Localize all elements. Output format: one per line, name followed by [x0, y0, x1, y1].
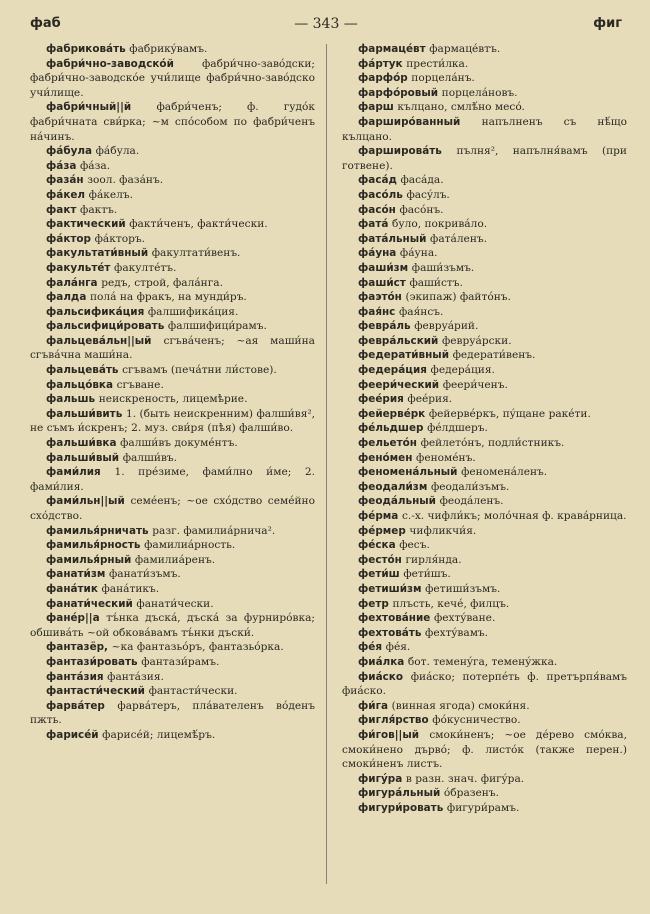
dictionary-entry: [30, 276, 315, 291]
dictionary-entry: [30, 655, 315, 670]
entry-translation: фáза.: [80, 159, 111, 172]
entry-headword: фиáско: [358, 670, 403, 683]
entry-translation: фóкусничество.: [432, 714, 521, 727]
entry-translation: фейервéркъ, пýщане ракéти.: [428, 407, 591, 420]
entry-headword: фасóль: [358, 188, 403, 201]
entry-translation: сгъвáченъ; ~ая маши́на сгъвáчна маши́на.: [30, 334, 315, 362]
entry-translation: семéенъ; ~ое схóдство семéйно схóдство.: [30, 495, 315, 522]
dictionary-entry: [30, 670, 315, 685]
dictionary-entry: [342, 363, 627, 378]
entry-translation: фехтýвамъ.: [425, 626, 489, 639]
entry-translation: смоки́ненъ; ~ое дéрево смóква, смоки́нено дървó; ф. листóк (также перен.) смоки́ненъ листъ.: [342, 728, 627, 771]
entry-translation: фейлетóнъ, подли́стникъ.: [420, 437, 565, 450]
entry-headword: фантáзия: [46, 670, 104, 683]
dictionary-entry: [342, 611, 627, 626]
entry-headword: фéльдшер: [358, 422, 424, 435]
entry-translation: факултати́венъ.: [151, 247, 241, 260]
entry-translation: 1. (быть неискренним) фалши́вя², не съмъ и́скренъ; 2. муз. сви́ря (пѣя) фалши́во.: [30, 407, 315, 435]
entry-headword: фарфóровый: [358, 86, 439, 99]
entry-translation: фабри́чно-заво́дски; фабри́чно-заводскóе учи́лище фабри́чно-заво́дско учи́лище.: [30, 57, 315, 99]
dictionary-entry: [342, 319, 627, 334]
entry-headword: феери́ческий: [358, 378, 440, 391]
dictionary-entry: [30, 305, 315, 320]
entry-headword: фабри́чно-заводскóй: [46, 57, 174, 70]
dictionary-entry: [30, 290, 315, 305]
entry-translation: феноменáленъ.: [461, 466, 548, 479]
entry-headword: фетиши́зм: [358, 582, 422, 595]
dictionary-entry: [342, 421, 627, 436]
entry-translation: фети́шъ.: [403, 568, 451, 581]
entry-headword: факультéт: [46, 261, 111, 274]
entry-headword: феврáль: [358, 320, 411, 333]
entry-translation: фáкелъ.: [88, 188, 133, 201]
dictionary-entry: [30, 217, 315, 232]
dictionary-entry: [342, 261, 627, 276]
entry-headword: фарвáтер: [46, 699, 105, 712]
entry-headword: фáуна: [358, 247, 397, 260]
dictionary-entry: [30, 524, 315, 539]
entry-headword: фигля́рство: [358, 714, 429, 727]
dictionary-entry: [342, 699, 627, 714]
entry-headword: фетр: [358, 597, 389, 610]
entry-headword: фармацéвт: [358, 43, 426, 55]
entry-translation: фамилиáрность.: [144, 539, 236, 552]
entry-translation: феномéнъ.: [416, 451, 476, 464]
dictionary-entry: [30, 699, 315, 728]
dictionary-entry: [342, 232, 627, 247]
entry-translation: фантази́рамъ.: [141, 655, 220, 668]
entry-headword: фехтовáние: [358, 612, 431, 625]
dictionary-entry: [30, 203, 315, 218]
entry-translation: фалши́въ.: [122, 451, 178, 464]
entry-translation: фаши́стъ.: [409, 276, 463, 289]
entry-translation: фасýлъ.: [406, 188, 450, 201]
entry-headword: феодáльный: [358, 495, 436, 508]
entry-translation: феодали́зъмъ.: [430, 480, 510, 493]
entry-translation: неискреность, лицемѣрие.: [98, 393, 248, 406]
entry-headword: фи́га: [358, 699, 389, 712]
dictionary-entry: [30, 378, 315, 393]
dictionary-entry: [342, 597, 627, 612]
entry-translation: фамилиáренъ.: [134, 553, 216, 566]
entry-translation: федерати́венъ.: [452, 349, 536, 362]
entry-translation: фáкторъ.: [94, 232, 145, 245]
entry-translation: (экипаж) файтóнъ.: [405, 291, 511, 304]
dictionary-entry: [342, 480, 627, 495]
dictionary-entry: [30, 261, 315, 276]
column-divider: [326, 44, 327, 884]
dictionary-entry: [342, 728, 627, 772]
entry-translation: фаши́зъмъ.: [411, 261, 475, 274]
dictionary-entry: [30, 100, 315, 144]
dictionary-entry: [342, 115, 627, 144]
entry-translation: фалши́въ докумéнтъ.: [120, 437, 238, 450]
entry-headword: фаши́зм: [358, 261, 409, 274]
dictionary-entry: [342, 392, 627, 407]
dictionary-entry: [30, 582, 315, 597]
entry-headword: фáза: [46, 159, 77, 172]
dictionary-entry: [30, 407, 315, 436]
entry-translation: феодáленъ.: [439, 495, 504, 508]
entry-headword: фая́нс: [358, 305, 396, 318]
dictionary-entry: [30, 611, 315, 640]
dictionary-entry: [342, 217, 627, 232]
dictionary-entry: [342, 334, 627, 349]
entry-headword: фазáн: [46, 174, 84, 187]
dictionary-entry: [30, 684, 315, 699]
entry-headword: фéрма: [358, 510, 399, 522]
entry-headword: фамилья́рность: [46, 539, 141, 552]
entry-headword: фальши́вить: [46, 407, 123, 420]
entry-translation: фантáзия.: [107, 670, 164, 683]
entry-translation: факти́ченъ, факти́чески.: [129, 218, 268, 231]
dictionary-entry: [30, 465, 315, 494]
dictionary-entry: [342, 71, 627, 86]
entry-headword: фестóн: [358, 553, 402, 566]
entry-headword: фéска: [358, 539, 396, 552]
dictionary-entry: [342, 655, 627, 670]
dictionary-entry: [342, 713, 627, 728]
entry-headword: фасóн: [358, 203, 396, 216]
page-header: [30, 14, 622, 36]
dictionary-entry: [342, 801, 627, 816]
dictionary-entry: [342, 436, 627, 451]
entry-headword: фатáльный: [358, 232, 427, 245]
entry-headword: фарш: [358, 101, 394, 114]
entry-translation: разг. фамилиáрнича².: [152, 524, 276, 537]
dictionary-entry: [342, 203, 627, 218]
entry-headword: феодали́зм: [358, 480, 428, 493]
entry-translation: фáбула.: [95, 145, 140, 158]
dictionary-entry: [342, 290, 627, 305]
entry-headword: фáкел: [46, 188, 86, 201]
dictionary-entry: [342, 786, 627, 801]
entry-headword: фельетóн: [358, 437, 417, 450]
entry-translation: порцелáновъ.: [441, 86, 518, 99]
entry-headword: фамилья́рный: [46, 553, 132, 566]
entry-translation: чифликчи́я.: [409, 524, 477, 537]
header-left-guide-word: фаб: [30, 16, 61, 31]
entry-translation: фанати́чески.: [136, 597, 214, 610]
dictionary-entry: [30, 436, 315, 451]
dictionary-entry: [342, 378, 627, 393]
entry-translation: редъ, строй, фалáнга.: [101, 276, 223, 289]
entry-headword: фигýра: [358, 772, 403, 785]
dictionary-entry: [342, 772, 627, 787]
entry-translation: фетиши́зъмъ.: [425, 582, 501, 595]
dictionary-entry: [342, 553, 627, 568]
entry-headword: фабри́чный||й: [46, 101, 132, 114]
dictionary-entry: [342, 567, 627, 582]
entry-translation: сгъвамъ (печáтни ли́стове).: [122, 364, 277, 377]
dictionary-entry: [30, 451, 315, 466]
entry-translation: сгъване.: [116, 378, 164, 391]
entry-headword: фальши́вка: [46, 437, 117, 450]
entry-headword: фами́льн||ый: [46, 495, 125, 508]
entry-headword: фальцевáльн||ый: [46, 334, 152, 347]
entry-headword: фантазёр,: [46, 641, 109, 654]
dictionary-entry: [342, 276, 627, 291]
entry-headword: фанáтик: [46, 582, 98, 595]
dictionary-entry: [30, 42, 315, 57]
entry-headword: федерáция: [358, 364, 427, 377]
entry-translation: плъсть, кечé, филцъ.: [392, 597, 510, 610]
dictionary-entry: [342, 451, 627, 466]
dictionary-entry: [342, 582, 627, 597]
entry-headword: фарфóр: [358, 72, 408, 85]
entry-headword: фигури́ровать: [358, 801, 444, 814]
left-column: [30, 42, 315, 743]
dictionary-entry: [30, 494, 315, 523]
right-column: [342, 42, 627, 815]
entry-translation: фатáленъ.: [430, 232, 487, 245]
entry-translation: факултéтъ.: [114, 261, 177, 274]
entry-translation: полá на фракъ, на мунди́ръ.: [89, 291, 247, 304]
dictionary-entry: [342, 246, 627, 261]
entry-translation: с.-х. чифли́къ; молóчная ф. кравáрница.: [401, 510, 627, 522]
entry-translation: фесъ.: [399, 539, 430, 552]
entry-translation: февруáрски.: [441, 334, 512, 347]
entry-headword: фактический: [46, 218, 126, 231]
entry-translation: прести́лка.: [406, 57, 469, 70]
entry-translation: феери́ченъ.: [442, 378, 508, 391]
entry-headword: фасáд: [358, 174, 397, 187]
entry-translation: фабри́ченъ; ф. гудóк фабри́чната сви́рка; ~м спóсобом по фабри́ченъ на́чинъ.: [30, 101, 316, 143]
entry-headword: факт: [46, 203, 77, 216]
entry-headword: фальсифика́ция: [46, 305, 145, 318]
entry-translation: фасóнъ.: [399, 203, 444, 216]
entry-headword: феéрия: [358, 393, 404, 406]
dictionary-entry: [342, 86, 627, 101]
entry-headword: фанати́зм: [46, 568, 106, 581]
dictionary-entry: [30, 728, 315, 743]
entry-translation: кълцано, смлѣ́но месó.: [397, 101, 525, 114]
dictionary-entry: [30, 159, 315, 174]
entry-headword: фиáлка: [358, 655, 405, 668]
entry-headword: факультати́вный: [46, 247, 149, 260]
dictionary-entry: [30, 538, 315, 553]
entry-headword: фальсифици́ровать: [46, 320, 165, 333]
entry-translation: напълненъ съ нѣ́що кълцано.: [342, 115, 627, 143]
dictionary-entry: [342, 626, 627, 641]
dictionary-entry: [30, 319, 315, 334]
dictionary-entry: [30, 640, 315, 655]
entry-headword: фехтовáть: [358, 626, 422, 639]
dictionary-entry: [30, 144, 315, 159]
dictionary-entry: [342, 407, 627, 422]
dictionary-entry: [30, 246, 315, 261]
entry-headword: фанéр||а: [46, 612, 100, 625]
entry-translation: федерáция.: [430, 364, 495, 377]
entry-headword: фальцевáть: [46, 364, 119, 377]
entry-headword: фейервéрк: [358, 407, 426, 420]
entry-headword: фéя: [358, 641, 383, 654]
dictionary-entry: [342, 494, 627, 509]
entry-translation: 1. прéзиме, фами́лно и́ме; 2. фами́лия.: [30, 466, 315, 493]
header-right-guide-word: фиг: [593, 16, 622, 31]
dictionary-entry: [342, 348, 627, 363]
page-number: — 343 —: [294, 16, 358, 32]
dictionary-entry: [30, 567, 315, 582]
entry-headword: фаши́ст: [358, 276, 406, 289]
entry-headword: фаэтóн: [358, 291, 402, 304]
entry-headword: фалáнга: [46, 276, 98, 289]
dictionary-entry: [342, 538, 627, 553]
entry-headword: фабриковáть: [46, 43, 126, 55]
entry-headword: феноменáльный: [358, 466, 458, 479]
dictionary-entry: [30, 57, 315, 101]
entry-translation: пълня², напълня́вамъ (при готвене).: [342, 145, 627, 172]
entry-translation: фармацéвтъ.: [429, 43, 501, 55]
entry-headword: фатá: [358, 218, 389, 231]
entry-translation: фигури́рамъ.: [446, 801, 520, 814]
entry-headword: фéрмер: [358, 524, 406, 537]
dictionary-entry: [342, 640, 627, 655]
entry-translation: фактъ.: [80, 203, 118, 216]
entry-headword: фи́гов||ый: [358, 728, 419, 741]
entry-headword: фенóмен: [358, 451, 413, 464]
entry-headword: фаршировáть: [358, 145, 442, 158]
entry-headword: фамилья́рничать: [46, 524, 149, 537]
entry-translation: фабрикýвамъ.: [129, 43, 208, 55]
dictionary-entry: [30, 363, 315, 378]
dictionary-entry: [30, 597, 315, 612]
dictionary-entry: [342, 173, 627, 188]
dictionary-entry: [342, 57, 627, 72]
entry-translation: фанати́зъмъ.: [108, 568, 181, 581]
entry-translation: (винная ягода) смоки́ня.: [391, 699, 530, 712]
entry-translation: бот. теменýга, теменýжка.: [407, 655, 558, 668]
dictionary-entry: [342, 305, 627, 320]
entry-translation: ~ка фантазьóръ, фантазьóрка.: [111, 641, 284, 654]
entry-translation: фéя.: [385, 641, 411, 654]
dictionary-entry: [30, 173, 315, 188]
dictionary-entry: [30, 553, 315, 568]
entry-translation: фантасти́чески.: [148, 685, 238, 698]
entry-headword: фальши́вый: [46, 451, 120, 464]
entry-translation: гирля́нда.: [405, 553, 462, 566]
entry-headword: фанати́ческий: [46, 597, 133, 610]
entry-headword: фáбула: [46, 145, 92, 158]
entry-translation: було, покривáло.: [391, 218, 488, 231]
dictionary-entry: [30, 334, 315, 363]
entry-headword: фигурáльный: [358, 787, 441, 800]
entry-headword: фантази́ровать: [46, 655, 138, 668]
dictionary-entry: [30, 392, 315, 407]
entry-translation: порцелáнъ.: [411, 72, 475, 85]
entry-headword: фарисéй: [46, 728, 99, 741]
entry-translation: óбразенъ.: [443, 787, 499, 800]
entry-translation: фая́нсъ.: [398, 305, 444, 318]
dictionary-entry: [342, 524, 627, 539]
entry-translation: февруáрий.: [414, 320, 479, 333]
entry-translation: фéлдшеръ.: [427, 422, 488, 435]
entry-headword: фáртук: [358, 57, 403, 70]
entry-headword: фальшь: [46, 393, 96, 406]
entry-headword: фалда: [46, 291, 87, 304]
entry-translation: фасáда.: [400, 174, 444, 187]
dictionary-entry: [342, 100, 627, 115]
dictionary-entry: [342, 509, 627, 524]
entry-translation: тъ́нка дъскá, дъскá за фурниро́вка; обшивáть ~ой обковáвамъ тъ́нки дъски́.: [30, 612, 315, 639]
entry-translation: фáуна.: [399, 247, 438, 260]
dictionary-entry: [342, 42, 627, 57]
entry-headword: фети́ш: [358, 568, 400, 581]
dictionary-entry: [342, 144, 627, 173]
entry-translation: зоол. фазáнъ.: [87, 174, 164, 187]
dictionary-entry: [342, 465, 627, 480]
entry-headword: федерати́вный: [358, 349, 449, 362]
entry-headword: фарширóванный: [358, 115, 461, 128]
entry-translation: феéрия.: [407, 393, 453, 406]
entry-headword: фáктор: [46, 232, 91, 245]
dictionary-entry: [342, 670, 627, 699]
entry-translation: фалшифика́ция.: [147, 305, 239, 318]
dictionary-entry: [30, 188, 315, 203]
entry-headword: фальцóвка: [46, 378, 113, 391]
entry-headword: фами́лия: [46, 466, 101, 479]
entry-translation: фалшифици́рамъ.: [167, 320, 267, 333]
entry-headword: фантасти́ческий: [46, 685, 145, 698]
entry-translation: фарвáтеръ, плáвателенъ вóденъ пжть.: [30, 699, 315, 727]
entry-headword: феврáльский: [358, 334, 439, 347]
entry-translation: в разн. знач. фигýра.: [405, 772, 525, 785]
entry-translation: фанáтикъ.: [101, 582, 160, 595]
entry-translation: фарисéй; лицемѣ́ръ.: [102, 728, 216, 741]
entry-translation: фехтýване.: [433, 612, 496, 625]
entry-translation: фиáско; потерпéть ф. претърпя́вамъ фиáско.: [342, 670, 627, 698]
dictionary-entry: [342, 188, 627, 203]
dictionary-entry: [30, 232, 315, 247]
